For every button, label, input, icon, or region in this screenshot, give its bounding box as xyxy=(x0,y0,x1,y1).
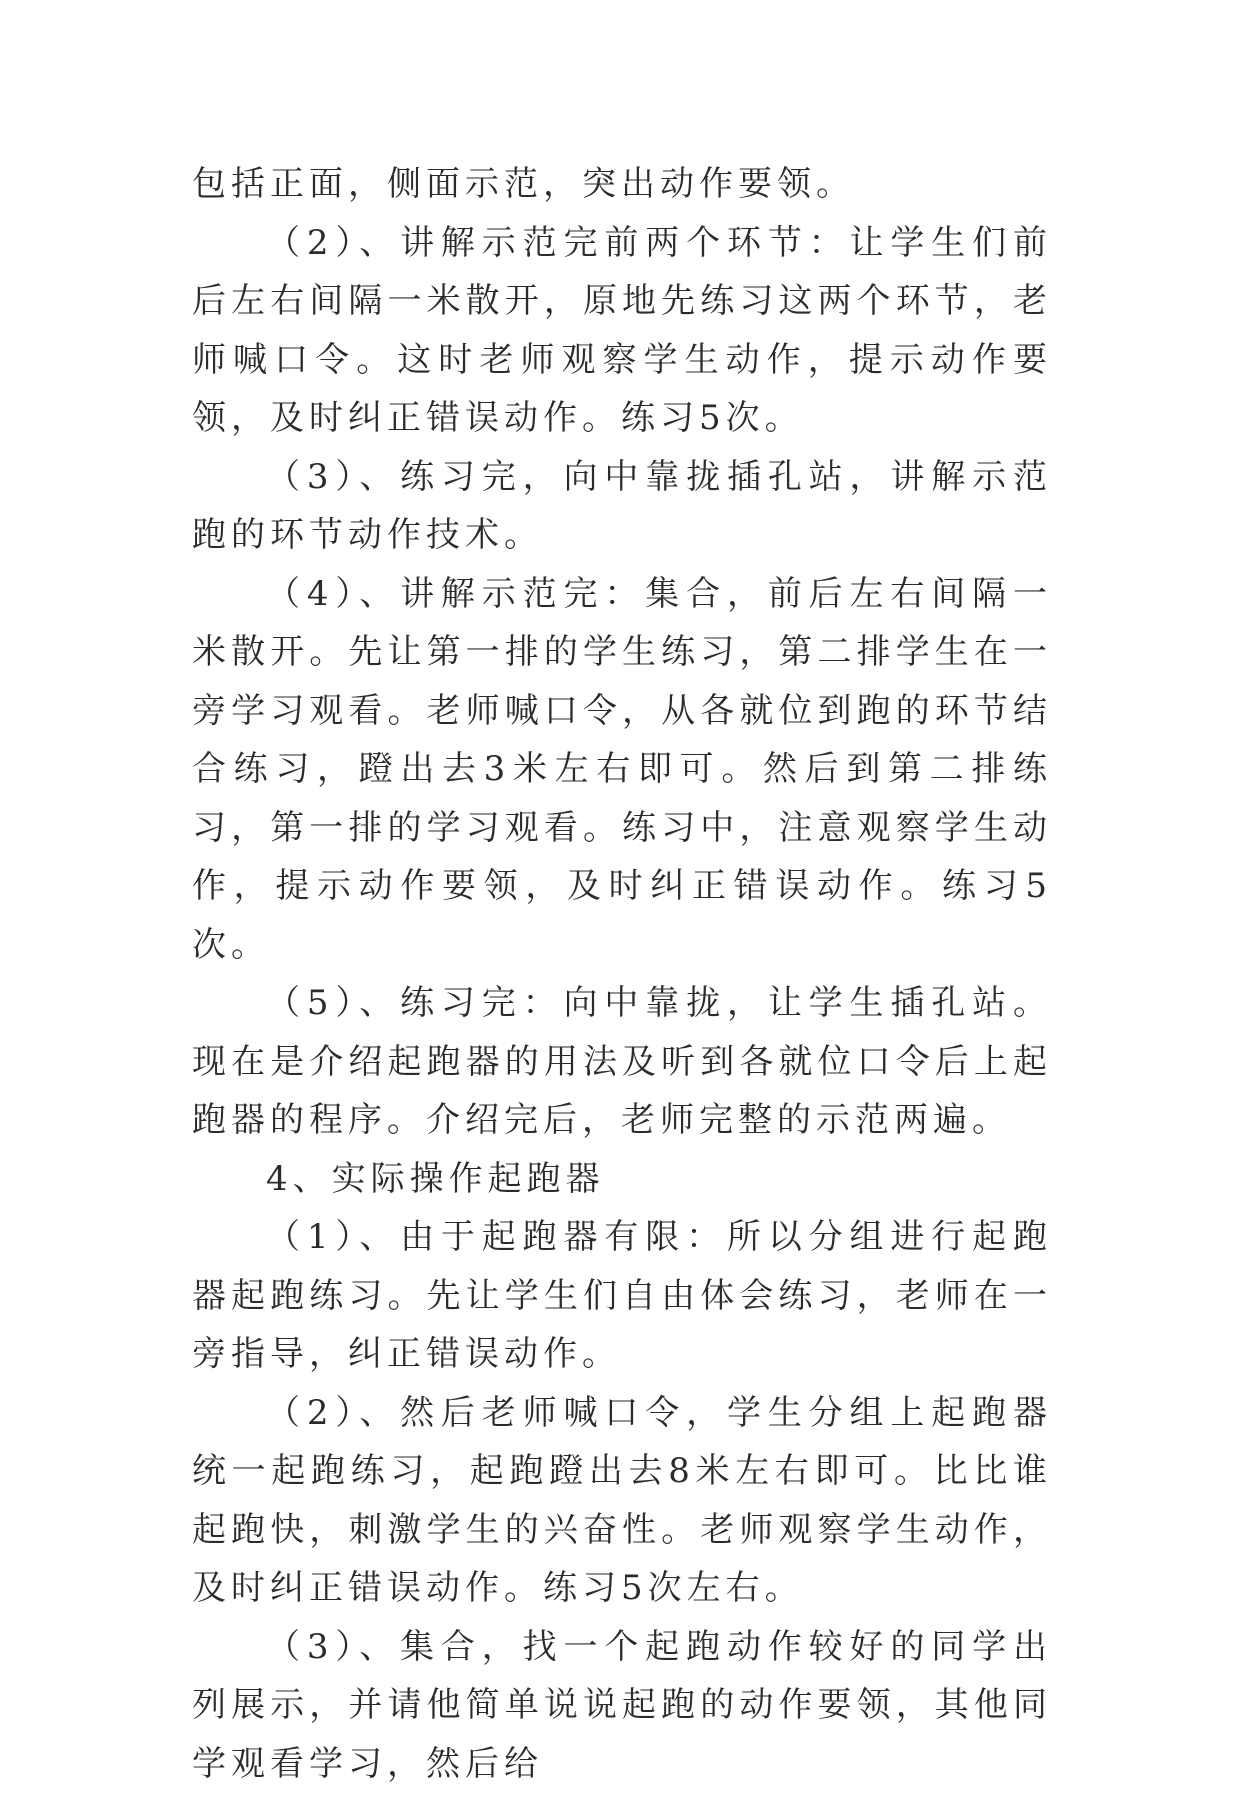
document-body xyxy=(192,155,1052,1793)
paragraph-substep-1: （1）、由于起跑器有限：所以分组进行起跑器起跑练习。先让学生们自由体会练习，老师在一旁指导，纠正错误动作。 xyxy=(192,1208,1052,1384)
paragraph-step-3: （3）、练习完，向中靠拢插孔站，讲解示范跑的环节动作技术。 xyxy=(192,448,1052,565)
paragraph-step-4: （4）、讲解示范完：集合，前后左右间隔一米散开。先让第一排的学生练习，第二排学生在一旁学习观看。老师喊口令，从各就位到跑的环节结合练习，蹬出去3米左右即可。然后到第二排练习，第一排的学习观看。练习中，注意观察学生动作，提示动作要领，及时纠正错误动作。练习5次。 xyxy=(192,565,1052,975)
paragraph-continuation: 包括正面，侧面示范，突出动作要领。 xyxy=(192,155,1052,214)
paragraph-substep-3: （3）、集合，找一个起跑动作较好的同学出列展示，并请他简单说说起跑的动作要领，其他同学观看学习，然后给 xyxy=(192,1618,1052,1793)
section-heading-4: 4、实际操作起跑器 xyxy=(192,1150,1052,1209)
paragraph-step-2: （2）、讲解示范完前两个环节：让学生们前后左右间隔一米散开，原地先练习这两个环节，老师喊口令。这时老师观察学生动作，提示动作要领，及时纠正错误动作。练习5次。 xyxy=(192,214,1052,448)
paragraph-step-5: （5）、练习完：向中靠拢，让学生插孔站。现在是介绍起跑器的用法及听到各就位口令后上起跑器的程序。介绍完后，老师完整的示范两遍。 xyxy=(192,974,1052,1150)
paragraph-substep-2: （2）、然后老师喊口令，学生分组上起跑器统一起跑练习，起跑蹬出去8米左右即可。比比谁起跑快，刺激学生的兴奋性。老师观察学生动作，及时纠正错误动作。练习5次左右。 xyxy=(192,1384,1052,1618)
